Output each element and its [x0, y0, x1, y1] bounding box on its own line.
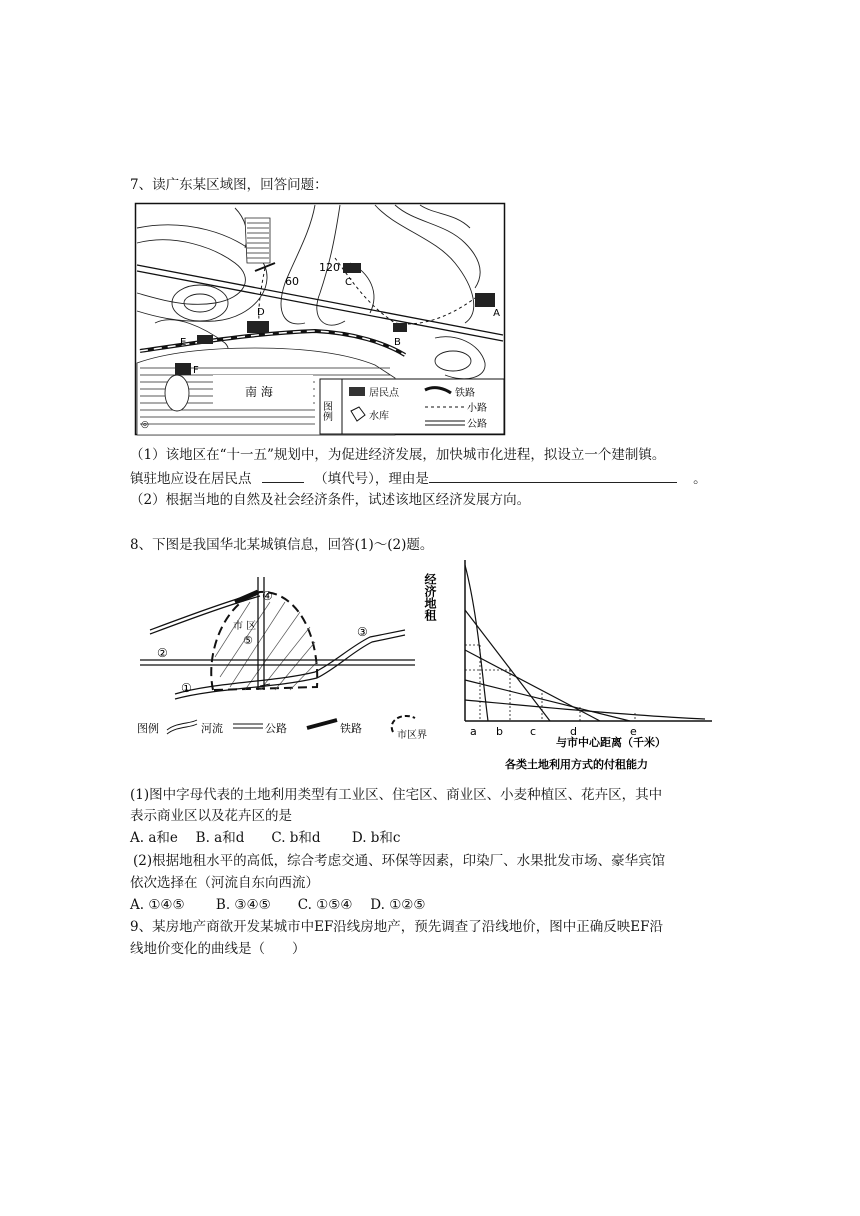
q7-sub1-line1: （1）该地区在“十一五”规划中，为促进经济发展，加快城市化进程，拟设立一个建制镇。	[130, 447, 666, 463]
legend-railway: 铁路	[455, 388, 475, 399]
contour-60-label: 60	[285, 275, 299, 288]
legend-residential: 居民点	[369, 388, 399, 399]
tick-a: a	[470, 725, 477, 738]
tick-e: e	[630, 725, 637, 738]
q8-rent-chart	[420, 555, 720, 775]
q8-sub1-line1: (1)图中字母代表的土地利用类型有工业区、住宅区、商业区、小麦种植区、花卉区，其中	[130, 787, 663, 803]
q8-sub2-line2: 依次选择在（河流自东向西流）	[130, 875, 319, 891]
q8-city-map	[135, 572, 427, 744]
q8-title: 8、下图是我国华北某城镇信息，回答(1)～(2)题。	[130, 537, 434, 553]
answer-blank-settlement[interactable]	[262, 468, 304, 483]
point-d-label: D	[257, 307, 265, 318]
q9-line2: 线地价变化的曲线是（ ）	[130, 941, 306, 957]
point-c-label: C	[345, 277, 352, 288]
point-e-label: E	[180, 337, 187, 348]
city-legend-district: 市区界	[397, 730, 427, 741]
circle-1-label: ①	[181, 681, 192, 695]
point-b-label: B	[394, 337, 401, 348]
point-a-label: A	[493, 308, 500, 319]
sea-label: 南 海	[245, 385, 273, 399]
q8-sub2-line1: (2)根据地租水平的高低，综合考虑交通、环保等因素，印染厂、水果批发市场、豪华宾馆	[133, 853, 666, 869]
city-legend-title: 图例	[137, 722, 159, 735]
q7-region-map	[135, 203, 505, 435]
q8-sub2-options: A. ①④⑤ B. ③④⑤ C. ①⑤④ D. ①②⑤	[130, 897, 426, 913]
legend-path: 小路	[467, 403, 487, 414]
q7-title: 7、读广东某区域图，回答问题：	[130, 177, 328, 193]
svg-text:◎: ◎	[141, 420, 149, 430]
legend-title: 图例	[320, 401, 332, 421]
map-legend	[320, 379, 504, 434]
rent-ylabel: 经济地租	[423, 573, 437, 621]
circle-5-label: ⑤	[243, 634, 253, 647]
rent-xlabel: 与市中心距离（千米）	[556, 736, 666, 749]
city-legend-railway: 铁路	[340, 722, 362, 735]
q7-sub1-text-a: 镇驻地应设在居民点	[130, 471, 252, 487]
q9-line1: 9、某房地产商欲开发某城市中EF沿线房地产，预先调查了沿线地价，图中正确反映EF沿	[130, 919, 664, 935]
city-legend-river: 河流	[201, 722, 223, 735]
q7-sub1-text-b: （填代号），理由是	[314, 471, 429, 487]
tick-d: d	[570, 725, 577, 738]
tick-c: c	[530, 725, 537, 738]
circle-4-label: ④	[262, 589, 273, 603]
contour-120-label: 120	[319, 261, 340, 274]
circle-2-label: ②	[157, 646, 168, 660]
q7-sub2: （2）根据当地的自然及社会经济条件，试述该地区经济发展方向。	[130, 492, 531, 508]
q8-sub1-line2: 表示商业区以及花卉区的是	[130, 808, 292, 824]
city-legend-road: 公路	[265, 722, 287, 735]
answer-blank-reason[interactable]	[429, 468, 677, 483]
q8-sub1-options: A. a和e B. a和d C. b和d D. b和c	[130, 830, 401, 846]
tick-b: b	[496, 725, 503, 738]
rent-caption: 各类土地利用方式的付租能力	[505, 758, 648, 771]
q7-sub1-end: 。	[693, 471, 707, 487]
point-f-label: F	[193, 365, 199, 376]
circle-3-label: ③	[357, 625, 368, 639]
q7-sub1-line2	[130, 468, 707, 489]
legend-reservoir: 水库	[369, 411, 389, 422]
legend-road: 公路	[467, 419, 487, 430]
district-label: 市 区	[233, 621, 257, 632]
